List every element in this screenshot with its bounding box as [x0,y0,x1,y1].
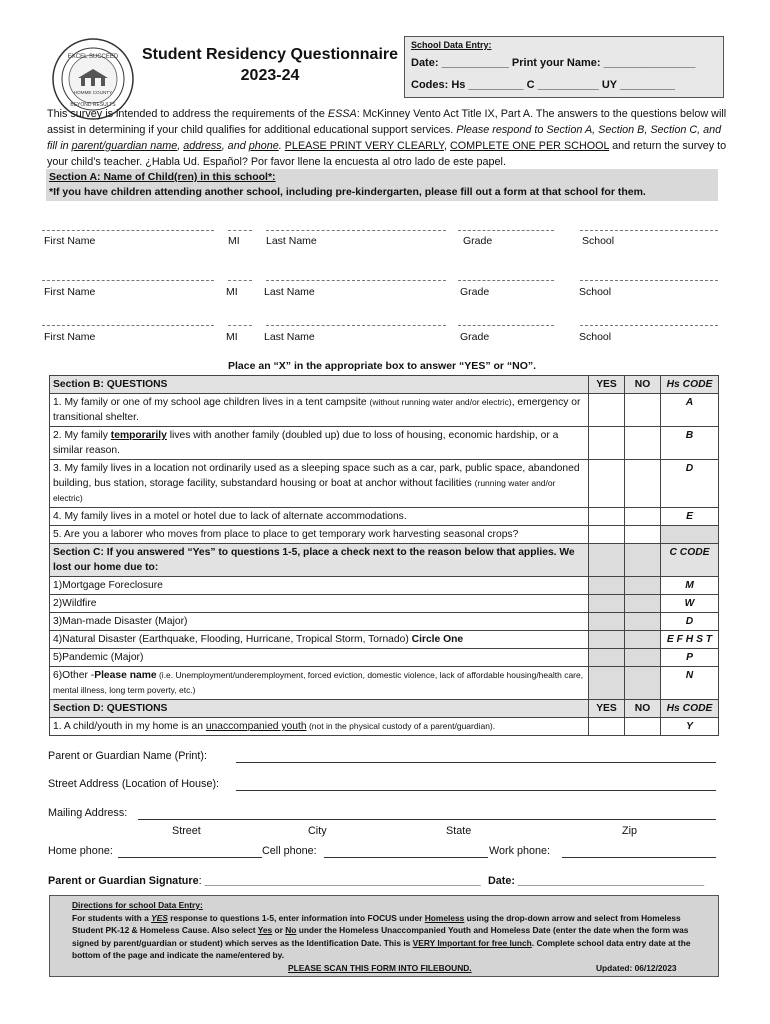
child-2-school-label: School [579,286,612,298]
reason-c2-row[interactable] [50,595,719,613]
sde-codes-label: Codes: Hs [411,79,469,91]
reason-c6-yes-blank [589,667,625,700]
question-b4-yes-box[interactable] [589,508,625,526]
street-address-field[interactable] [236,790,716,791]
reason-c1-yes-blank [589,577,625,595]
intro-print-clearly: PLEASE PRINT VERY CLEARLY [284,140,444,152]
child-3-grade-field[interactable] [458,325,554,326]
question-b1-text [50,394,589,427]
directions-no: No [285,925,297,935]
child-3-last-name-label: Last Name [264,331,315,343]
child-1-last-name-field[interactable] [266,230,446,231]
intro-essa: ESSA [327,108,357,120]
sde-print-name-label: Print your Name: [508,57,604,69]
section-c-yes-blank [589,544,625,577]
reason-c6-examples: (i.e. Unemployment/underemployment, forced eviction, domestic violence, lack of affordable housing/health care, mental illness, long term poverty, etc.) [53,670,584,695]
intro-paragraph [47,106,727,170]
question-d1-row [50,718,719,736]
reason-c1-text: 1)Mortgage Foreclosure [50,577,589,595]
directions-yes: YES [151,912,168,923]
question-b5-row [50,526,719,544]
mailing-address-label: Mailing Address: [48,807,128,819]
question-d1-no-box[interactable] [625,718,661,736]
question-b4-text: 4. My family lives in a motel or hotel due to lack of alternate accommodations. [50,508,589,526]
directions-box [49,895,719,977]
reason-c3-text: 3)Man-made Disaster (Major) [50,613,589,631]
reason-c5-text: 5)Pandemic (Major) [50,649,589,667]
reason-c2-yes-blank [589,595,625,613]
intro-and: , and [221,140,249,152]
reason-c6-code: N [661,667,719,700]
cell-phone-label: Cell phone: [262,845,317,857]
question-d1-text [50,718,589,736]
reason-c6-start: 6)Other - [53,670,95,681]
question-d1-note: (not in the physical custody of a parent/guardian). [306,721,496,731]
section-d-title: Section D: QUESTIONS [50,700,589,718]
form-title [140,44,400,86]
reason-c5-no-blank [625,649,661,667]
child-1-last-name-label: Last Name [266,235,317,247]
intro-address: address [183,140,222,152]
mailing-street-label: Street [172,825,201,837]
work-phone-field[interactable] [562,857,716,858]
signature-date-row [488,875,704,887]
directions-updated-date: Updated: 06/12/2023 [596,962,677,973]
guardian-name-label: Parent or Guardian Name (Print): [48,750,208,762]
directions-text-5: . Complete school data entry date at the bottom of the page and indicate the name/entered by. [72,937,691,960]
section-d-no-header: NO [625,700,661,718]
directions-very-important: VERY Important for free lunch [412,937,532,948]
sde-c-code-field[interactable]: __________ [537,79,599,91]
question-d1-code: Y [661,718,719,736]
mailing-state-label: State [446,825,472,837]
signature-row [48,875,481,887]
questions-table [49,375,719,736]
reason-c4-code[interactable]: E F H S T [661,631,719,649]
intro-comma-1: , [177,140,184,152]
question-b2-temporarily: temporarily [110,430,167,441]
child-2-last-name-label: Last Name [264,286,315,298]
child-1-grade-label: Grade [463,235,493,247]
home-phone-field[interactable] [118,857,262,858]
intro-text-4: and return the survey to your child’s teacher. ¿Habla Ud. Español? Por favor llene la encuesta al otro lado de este papel. [47,140,727,168]
question-b4-no-box[interactable] [625,508,661,526]
question-b3-code: D [661,460,719,508]
section-b-code-header: Hs CODE [661,376,719,394]
section-b-no-header: NO [625,376,661,394]
question-b3-yes-box[interactable] [589,460,625,508]
section-c-title: Section C: If you answered “Yes” to questions 1-5, place a check next to the reason below that applies. We lost our home due to: [50,544,589,577]
child-3-mi-label: MI [226,331,238,343]
directions-heading: Directions for school Data Entry: [72,900,203,910]
question-b4-code: E [661,508,719,526]
question-b1-main: 1. My family or one of my school age children lives in a tent campsite [53,397,370,408]
question-b3-text [50,460,589,508]
child-3-first-name-field[interactable] [42,325,214,326]
reason-c4-row[interactable] [50,631,719,649]
school-data-entry-box [404,36,724,98]
reason-c6-no-blank [625,667,661,700]
mailing-address-field[interactable] [138,819,716,820]
section-d-code-header: Hs CODE [661,700,719,718]
directions-footer [72,962,696,974]
reason-c4-circle-one: Circle One [411,634,464,645]
reason-c2-text: 2)Wildfire [50,595,589,613]
child-3-mi-field[interactable] [228,325,252,326]
reason-c4-main: 4)Natural Disaster (Earthquake, Flooding, Hurricane, Tropical Storm, Tornado) [53,634,412,645]
reason-c2-code: W [661,595,719,613]
mailing-city-label: City [308,825,327,837]
question-b3-no-box[interactable] [625,460,661,508]
child-1-school-label: School [582,235,615,247]
reason-c3-row[interactable] [50,613,719,631]
child-2-mi-label: MI [226,286,238,298]
sde-uy-label: UY [598,79,620,91]
directions-yes-2: Yes [257,925,273,935]
street-address-label: Street Address (Location of House): [48,778,220,790]
question-b2-row [50,427,719,460]
child-3-grade-label: Grade [460,331,490,343]
question-d1-yes-box[interactable] [589,718,625,736]
sde-date-field[interactable]: ___________ [441,57,509,69]
section-c-code-header: C CODE [661,544,719,577]
child-2-grade-field[interactable] [458,280,554,281]
mailing-zip-label: Zip [622,825,637,837]
question-b3-main: 3. My family lives in a location not ordinarily used as a sleeping space such as a car, park, public space, abandoned building, bus station, storage facility, substandard housing or boat at anchor without facilities [53,463,580,489]
question-b2-text [50,427,589,460]
reason-c6-row[interactable] [50,667,719,700]
section-c-no-blank [625,544,661,577]
signature-date-field[interactable]: _______________________________ [518,875,705,887]
svg-text:HOMME COUNTY: HOMME COUNTY [73,90,113,95]
section-b-header-row [50,376,719,394]
reason-c3-yes-blank [589,613,625,631]
directions-text-3: using the drop-down arrow and select from Homeless Student PK-12 & Homeless Cause. Also select [72,912,681,935]
question-d1-unaccompanied: unaccompanied youth [205,721,307,732]
directions-scan-note: PLEASE SCAN THIS FORM INTO FILEBOUND. [288,962,472,973]
question-b2-yes-box[interactable] [589,427,625,460]
question-b4-row [50,508,719,526]
question-b1-row [50,394,719,427]
reason-c6-text [50,667,589,700]
question-b1-note: (without running water and/or electric) [369,397,512,407]
question-b3-row [50,460,719,508]
sde-c-label: C [523,79,538,91]
sde-hs-code-field[interactable]: _________ [468,79,524,91]
section-a-title: Section A: Name of Child(ren) in this school*: [49,171,276,183]
yes-no-instruction: Place an “X” in the appropriate box to answer “YES” or “NO”. [228,360,537,372]
question-b5-text: 5. Are you a laborer who moves from place to place to get temporary work harvesting seasonal crops? [50,526,589,544]
reason-c6-please-name: Please name [94,670,157,681]
child-1-mi-label: MI [228,235,240,247]
question-d1-start: 1. A child/youth in my home is an [53,721,206,732]
section-c-header-row [50,544,719,577]
question-b1-no-box[interactable] [625,394,661,427]
section-a-header [46,169,718,201]
child-3-school-label: School [579,331,612,343]
intro-comma-2: , [443,140,450,152]
intro-text-2: : McKinney Vento Act Title IX, Part A. The answers to the questions below will assist in determining if your child qualifies for additional educational support services. [47,108,727,136]
svg-text:EXCEL SUCCEED: EXCEL SUCCEED [67,54,119,60]
question-b2-end: lives with another family (doubled up) due to loss of housing, economic hardship, or a similar reason. [53,430,559,456]
intro-parent-name: parent/guardian name [71,140,178,152]
school-data-entry-heading: School Data Entry: [411,40,492,50]
svg-text:BEYOND RESULTS: BEYOND RESULTS [70,102,116,108]
child-2-first-name-field[interactable] [42,280,214,281]
child-2-school-field[interactable] [580,280,718,281]
question-b1-yes-box[interactable] [589,394,625,427]
question-b1-code: A [661,394,719,427]
directions-homeless: Homeless [424,912,465,923]
child-2-mi-field[interactable] [228,280,252,281]
question-b3-note: (running water and/or electric) [53,478,556,503]
guardian-name-field[interactable] [236,762,716,763]
reason-c2-no-blank [625,595,661,613]
section-a-note: *If you have children attending another school, including pre-kindergarten, please fill out a form at that school for them. [49,186,646,198]
child-3-last-name-field[interactable] [266,325,446,326]
reason-c5-code: P [661,649,719,667]
question-b2-start: 2. My family [53,430,111,441]
signature-label: Parent or Guardian Signature [48,875,199,887]
child-1-mi-field[interactable] [228,230,252,231]
reason-c4-no-blank [625,631,661,649]
home-phone-label: Home phone: [48,845,113,857]
school-data-entry-codes-row [411,79,675,91]
work-phone-label: Work phone: [489,845,551,857]
question-b1-end: , emergency or transitional shelter. [53,397,581,423]
reason-c3-no-blank [625,613,661,631]
child-3-first-name-label: First Name [44,331,96,343]
child-2-first-name-label: First Name [44,286,96,298]
cell-phone-field[interactable] [324,857,488,858]
reason-c5-row[interactable] [50,649,719,667]
child-3-school-field[interactable] [580,325,718,326]
section-b-yes-header: YES [589,376,625,394]
reason-c4-text [50,631,589,649]
intro-period: . [278,140,285,152]
sde-print-name-field[interactable]: _______________ [603,57,696,69]
question-b5-yes-box[interactable] [589,526,625,544]
intro-text-3: Please respond to Section A, Section B, Section C, and fill in [47,124,722,152]
school-data-entry-date-row [411,57,695,69]
form-title-line1: Student Residency Questionnaire [141,46,399,63]
section-d-header-row [50,700,719,718]
directions-or: or [272,925,286,935]
signature-field[interactable]: ______________________________________________ [204,875,481,887]
directions-body [72,912,696,962]
child-1-first-name-field[interactable] [42,230,214,231]
intro-text-1: This survey is intended to address the requirements of the [47,108,328,120]
reason-c1-row[interactable] [50,577,719,595]
question-b5-code [661,526,719,544]
reason-c5-yes-blank [589,649,625,667]
child-2-last-name-field[interactable] [266,280,446,281]
child-1-school-field[interactable] [580,230,718,231]
reason-c1-no-blank [625,577,661,595]
directions-text-1: For students with a [72,912,152,923]
directions-text-4: under the Homeless Unaccompanied Youth and Homeless Date (enter the date when the form was signed by parent/guardian or student) which serves as the Identification Date. This is [72,925,689,948]
question-b5-no-box[interactable] [625,526,661,544]
section-b-title: Section B: QUESTIONS [50,376,589,394]
sde-date-label: Date: [411,57,442,69]
reason-c4-yes-blank [589,631,625,649]
question-b2-no-box[interactable] [625,427,661,460]
child-1-first-name-label: First Name [44,235,96,247]
reason-c3-code: D [661,613,719,631]
form-title-year: 2023-24 [240,67,300,84]
child-2-grade-label: Grade [460,286,490,298]
signature-colon: : [198,875,205,887]
question-b2-code: B [661,427,719,460]
intro-complete-one: COMPLETE ONE PER SCHOOL [449,140,610,152]
child-1-grade-field[interactable] [458,230,554,231]
reason-c1-code: M [661,577,719,595]
section-d-yes-header: YES [589,700,625,718]
signature-date-label: Date: [488,875,518,887]
sde-uy-code-field[interactable]: _________ [619,79,676,91]
intro-phone: phone [248,140,279,152]
directions-text-2: response to questions 1-5, enter information into FOCUS under [167,912,425,923]
